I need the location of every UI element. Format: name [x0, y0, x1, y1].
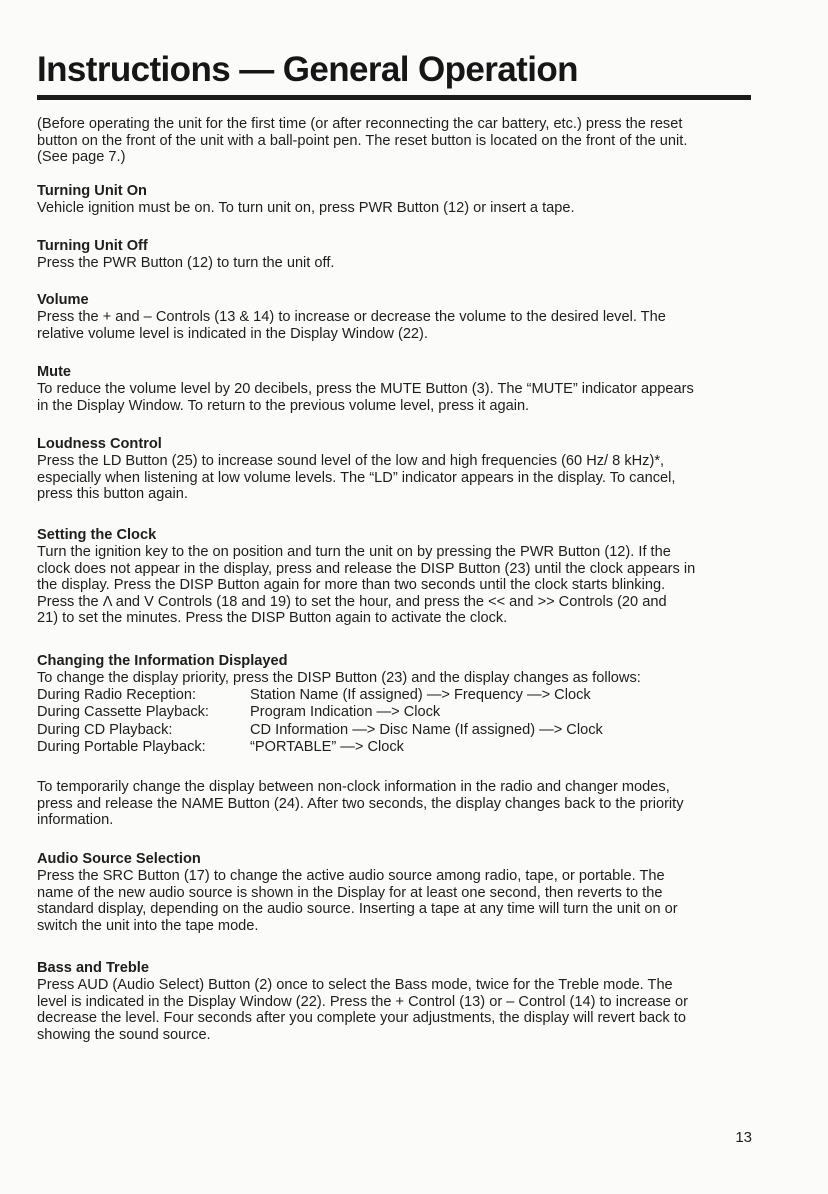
- intro-paragraph: (Before operating the unit for the first time (or after reconnecting the car battery, etc.) press the reset button on the front of the unit with a ball-point pen. The reset button is located on the front of the unit. (See page 7.): [37, 116, 688, 166]
- display-mode-row: [37, 687, 777, 705]
- section-turning-unit-off: [37, 238, 777, 272]
- section-body: To change the display priority, press the DISP Button (23) and the display changes as follows:: [37, 670, 641, 686]
- section-loudness-control: [37, 436, 777, 503]
- display-mode-row: [37, 704, 777, 722]
- display-mode-value: Station Name (If assigned) —> Frequency —> Clock: [250, 686, 591, 703]
- section-note: To temporarily change the display between non-clock information in the radio and changer modes, press and release the NAME Button (24). After two seconds, the display changes back to the priority information.: [37, 779, 684, 829]
- section-mute: [37, 364, 777, 414]
- section-body: Vehicle ignition must be on. To turn unit on, press PWR Button (12) or insert a tape.: [37, 200, 575, 216]
- section-body: Turn the ignition key to the on position and turn the unit on by pressing the PWR Button (12). If the clock does not appear in the display, press and release the DISP Button (23) until the clock appears in the display. Press the DISP Button again for more than two seconds until the clock starts blinking. Press the Λ and V Controls (18 and 19) to set the hour, and press the << and >> Controls (20 and 21) to set the minutes. Press the DISP Button again to activate the clock.: [37, 544, 696, 627]
- display-mode-row: [37, 722, 777, 740]
- section-heading: Setting the Clock: [37, 527, 157, 543]
- section-heading: Volume: [37, 292, 89, 308]
- display-mode-label: During Portable Playback:: [37, 739, 206, 756]
- section-body: Press the + and – Controls (13 & 14) to increase or decrease the volume to the desired level. The relative volume level is indicated in the Display Window (22).: [37, 309, 666, 342]
- section-heading: Loudness Control: [37, 436, 162, 452]
- section-changing-information-displayed: [37, 653, 777, 757]
- section-body: To reduce the volume level by 20 decibels, press the MUTE Button (3). The “MUTE” indicator appears in the Display Window. To return to the previous volume level, press it again.: [37, 381, 694, 414]
- section-body: Press the LD Button (25) to increase sound level of the low and high frequencies (60 Hz/ 8 kHz)*, especially when listening at low volume levels. The “LD” indicator appears in the display. To cancel, press this button again.: [37, 453, 676, 503]
- page-title: Instructions — General Operation: [37, 50, 578, 89]
- display-mode-value: Program Indication —> Clock: [250, 704, 441, 721]
- title-rule: [37, 95, 751, 100]
- section-audio-source-selection: [37, 851, 777, 934]
- section-heading: Turning Unit On: [37, 183, 147, 199]
- section-display-note: [37, 779, 777, 829]
- section-bass-and-treble: [37, 960, 777, 1043]
- section-body: Press the PWR Button (12) to turn the unit off.: [37, 255, 335, 271]
- section-heading: Audio Source Selection: [37, 851, 201, 867]
- section-body: Press AUD (Audio Select) Button (2) once to select the Bass mode, twice for the Treble mode. The level is indicated in the Display Window (22). Press the + Control (13) or – Control (14) to increase or decrease the level. Four seconds after you complete your adjustments, the display will revert back to showing the sound source.: [37, 977, 688, 1043]
- section-heading: Mute: [37, 364, 72, 380]
- display-mode-label: During CD Playback:: [37, 721, 173, 738]
- display-mode-label: During Radio Reception:: [37, 686, 196, 703]
- section-setting-the-clock: [37, 527, 777, 627]
- section-heading: Changing the Information Displayed: [37, 653, 288, 669]
- section-heading: Bass and Treble: [37, 960, 149, 976]
- display-mode-label: During Cassette Playback:: [37, 704, 209, 721]
- display-mode-row: [37, 739, 777, 757]
- section-heading: Turning Unit Off: [37, 238, 148, 254]
- display-mode-value: CD Information —> Disc Name (If assigned) —> Clock: [250, 721, 603, 738]
- section-volume: [37, 292, 777, 342]
- display-mode-value: “PORTABLE” —> Clock: [250, 739, 404, 756]
- display-modes-list: [37, 687, 777, 757]
- section-body: Press the SRC Button (17) to change the active audio source among radio, tape, or portable. The name of the new audio source is shown in the Display for at least one second, then reverts to the standard display, depending on the audio source. Inserting a tape at any time will turn the unit on or switch the unit into the tape mode.: [37, 868, 678, 934]
- section-turning-unit-on: [37, 183, 777, 217]
- page-number: 13: [735, 1129, 752, 1146]
